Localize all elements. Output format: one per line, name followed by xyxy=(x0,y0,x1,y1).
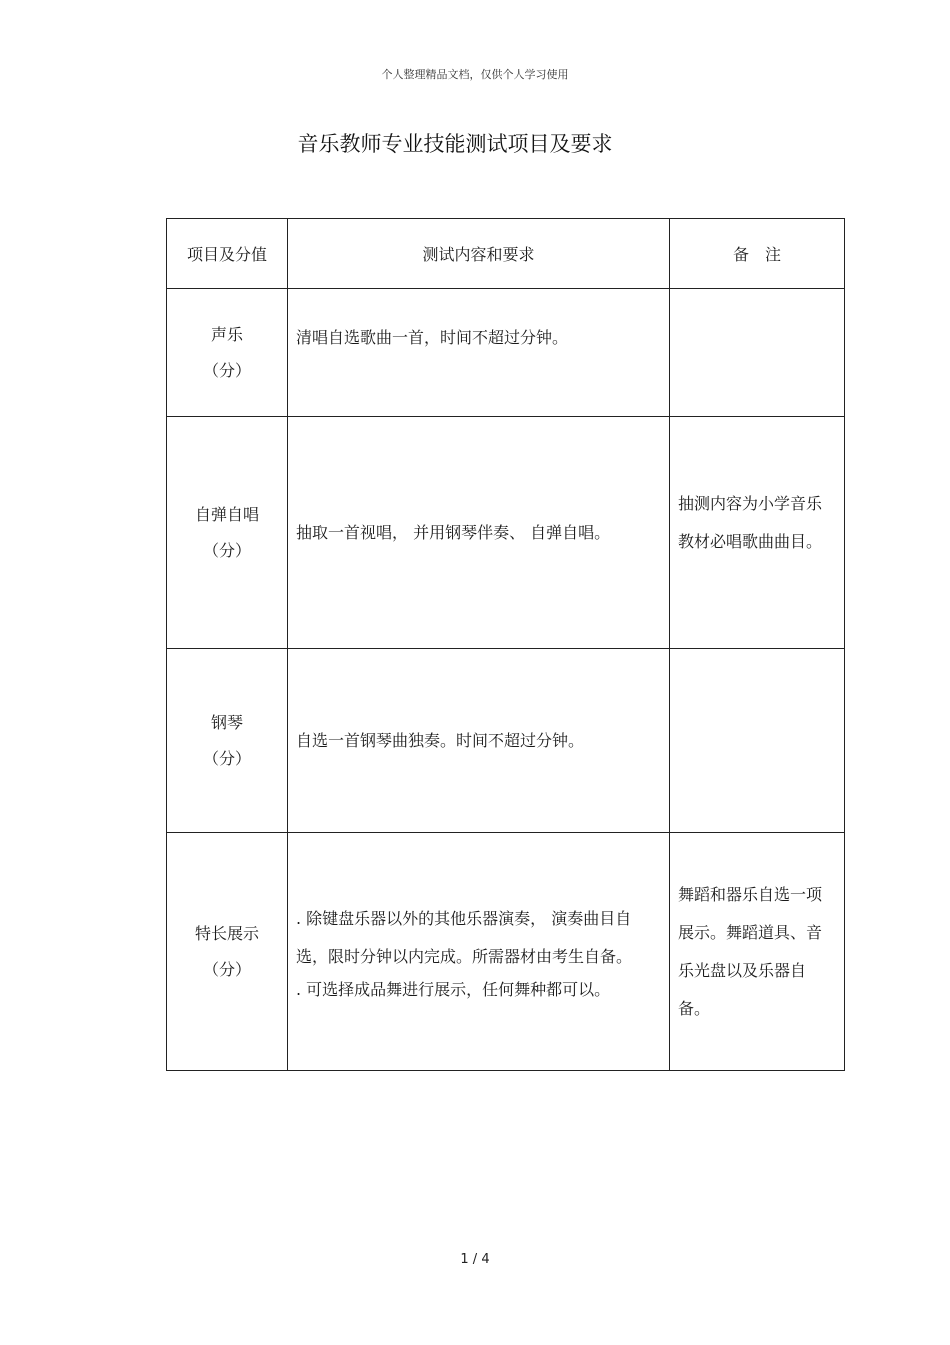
item-cell xyxy=(167,289,288,417)
requirements-table xyxy=(166,218,845,1071)
content-cell xyxy=(288,649,670,833)
note-cell: 舞蹈和器乐自选一项展示。舞蹈道具、音乐光盘以及乐器自备。 xyxy=(670,833,845,1071)
item-name: 声乐 xyxy=(210,324,243,344)
item-name: 特长展示 xyxy=(194,923,259,943)
item-score: （分） xyxy=(202,748,251,768)
content-text: . 可选择成品舞进行展示，任何舞种都可以。 xyxy=(296,979,611,999)
document-title: 音乐教师专业技能测试项目及要求 xyxy=(297,132,613,156)
note-cell xyxy=(670,649,845,833)
content-cell xyxy=(288,417,670,649)
note-cell: 抽测内容为小学音乐教材必唱歌曲曲目。 xyxy=(670,417,845,649)
item-cell xyxy=(167,833,288,1071)
header-note: 个人整理精品文档，仅供个人学习使用 xyxy=(381,68,569,81)
table-row xyxy=(167,649,845,833)
content-text: 自选一首钢琴曲独奏。时间不超过分钟。 xyxy=(296,730,585,750)
content-text: 抽取一首视唱， 并用钢琴伴奏、 自弹自唱。 xyxy=(296,522,611,542)
content-cell xyxy=(288,289,670,417)
table-row xyxy=(167,833,845,1071)
item-name: 自弹自唱 xyxy=(194,504,259,524)
page-number: 1 / 4 xyxy=(460,1252,490,1267)
item-score: （分） xyxy=(202,959,251,979)
content-text: . 除键盘乐器以外的其他乐器演奏， 演奏曲目自选，限时分钟以内完成。所需器材由考生自备。 xyxy=(296,908,633,966)
item-score: （分） xyxy=(202,360,251,380)
header-item-score: 项目及分值 xyxy=(167,219,288,289)
table-header-row xyxy=(167,219,845,289)
header-note-col: 备 注 xyxy=(670,219,845,289)
content-text: 清唱自选歌曲一首，时间不超过分钟。 xyxy=(296,327,569,347)
header-content: 测试内容和要求 xyxy=(288,219,670,289)
note-cell xyxy=(670,289,845,417)
table-row xyxy=(167,289,845,417)
item-cell xyxy=(167,649,288,833)
item-cell xyxy=(167,417,288,649)
table-row xyxy=(167,417,845,649)
item-score: （分） xyxy=(202,540,251,560)
item-name: 钢琴 xyxy=(210,712,243,732)
content-cell xyxy=(288,833,670,1071)
